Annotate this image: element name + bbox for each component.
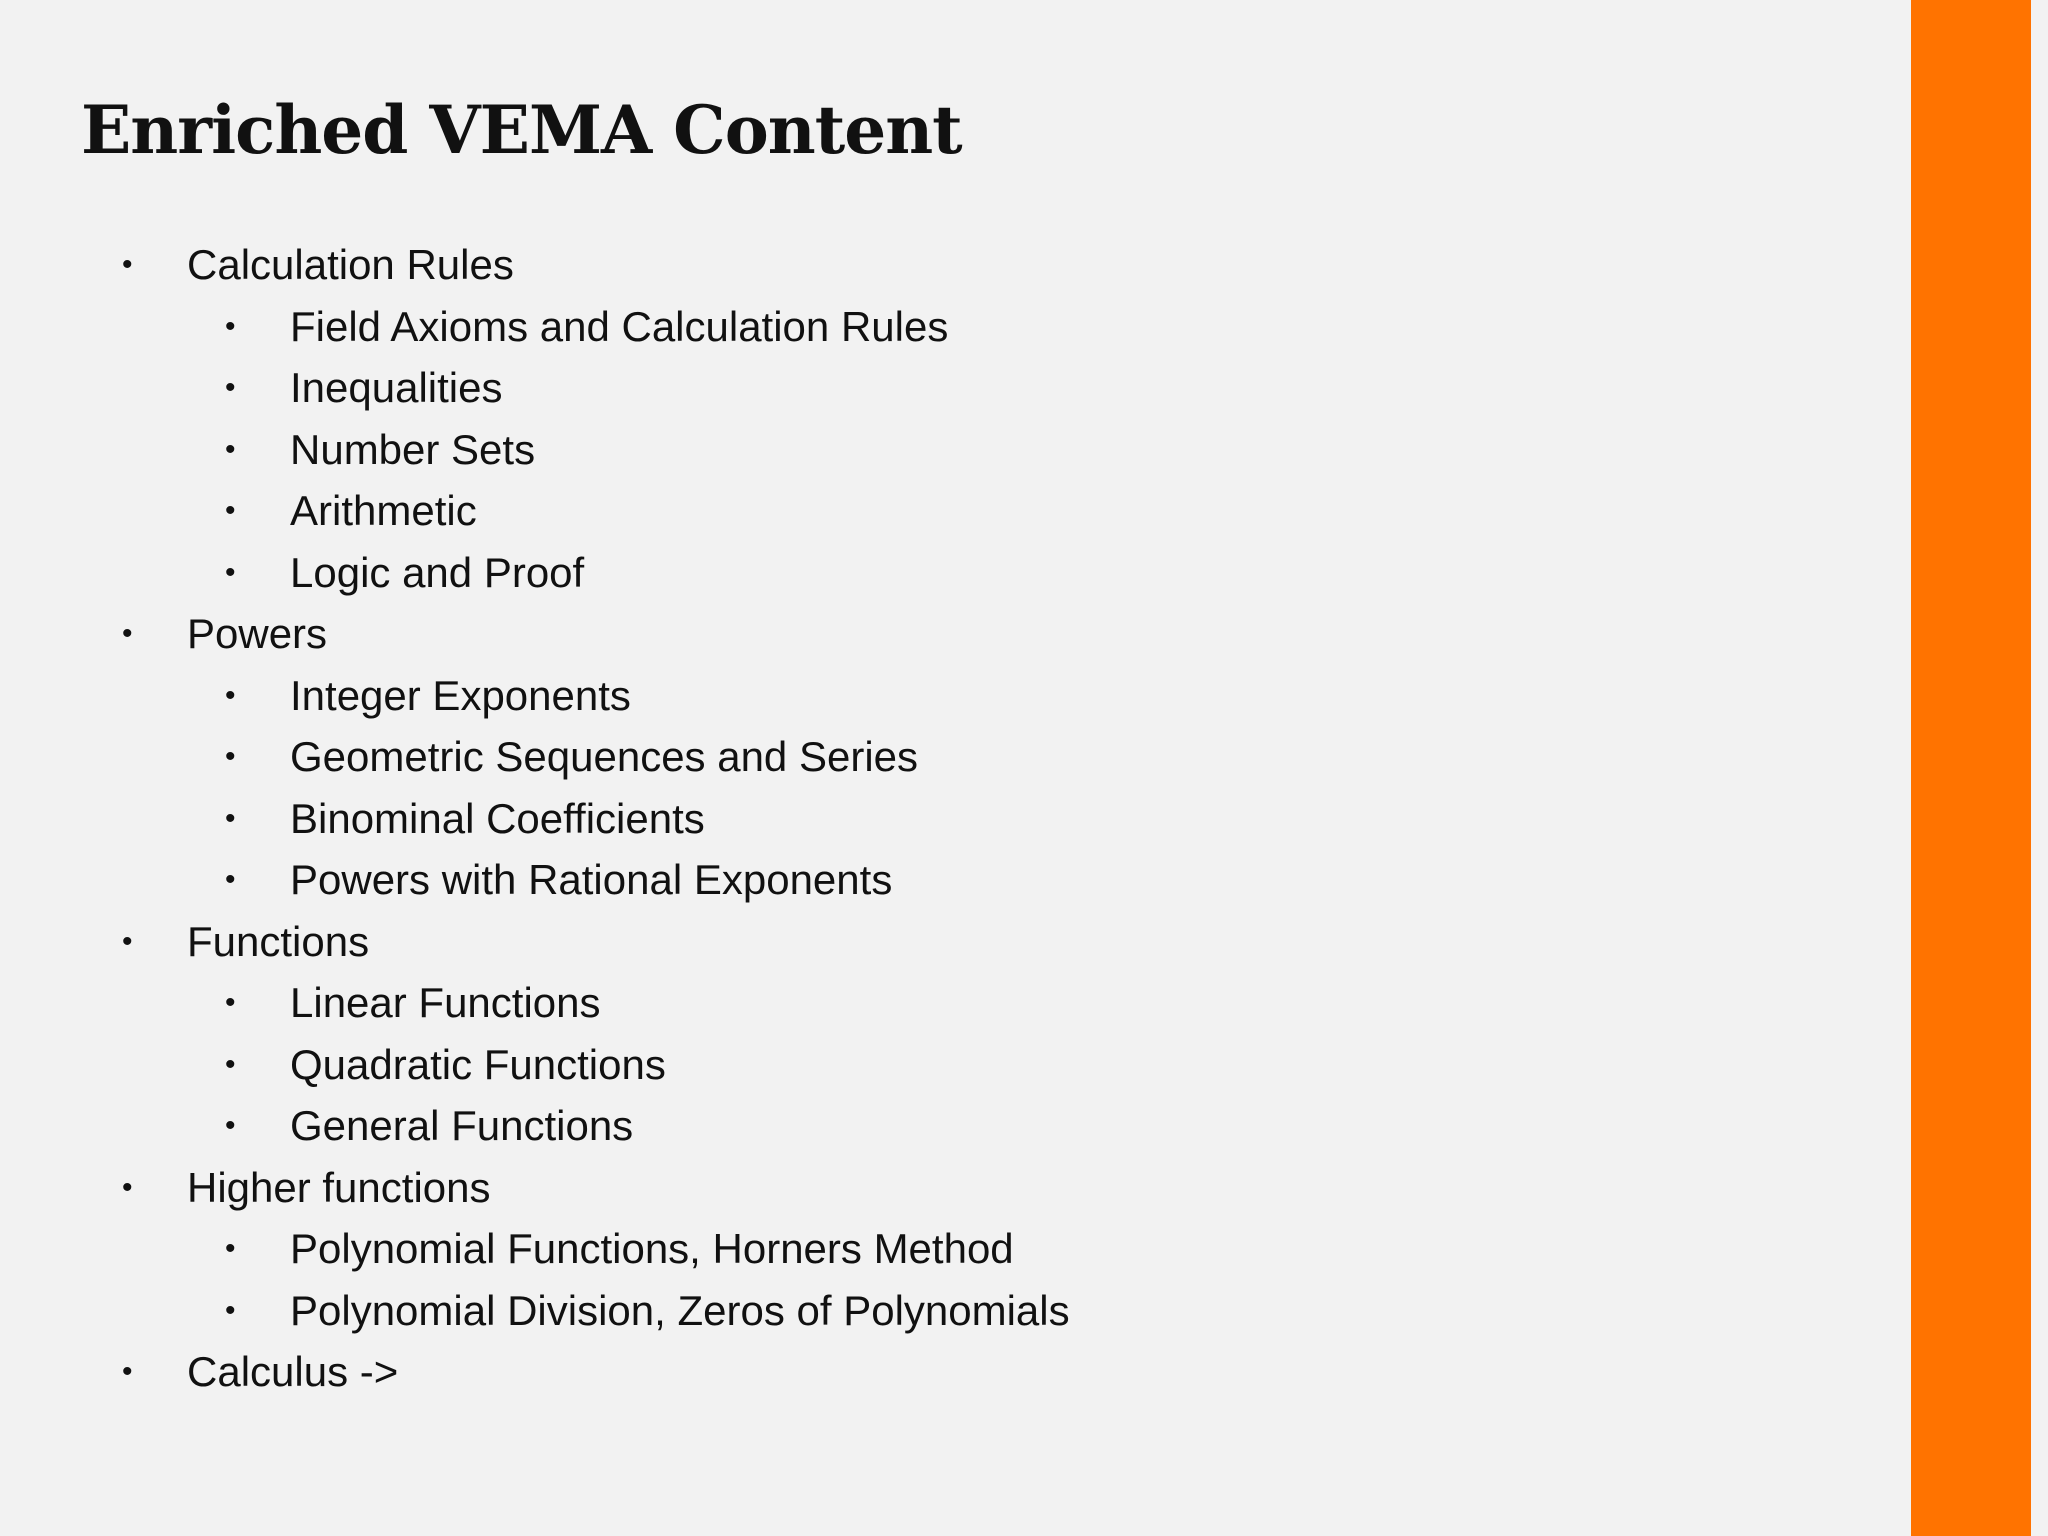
- bullet-dot-icon: •: [225, 1047, 236, 1081]
- sub-bullet-item: [0, 788, 1880, 850]
- bullet-dot-icon: •: [122, 924, 133, 958]
- bullet-dot-icon: •: [225, 863, 236, 896]
- bullet-item: [0, 911, 1880, 973]
- bullet-text: Field Axioms and Calculation Rules: [290, 302, 949, 350]
- bullet-text: Calculus ->: [187, 1348, 399, 1395]
- bullet-dot-icon: •: [225, 309, 236, 343]
- bullet-dot-icon: •: [225, 678, 236, 712]
- bullet-text: Quadratic Functions: [290, 1040, 666, 1088]
- bullet-item: [0, 234, 1880, 296]
- bullet-text: Geometric Sequences and Series: [290, 733, 919, 780]
- slide-title: Enriched VEMA Content: [81, 91, 962, 169]
- sub-bullet-item: [0, 1034, 1880, 1096]
- bullet-text: Logic and Proof: [290, 548, 585, 596]
- bullet-text: General Functions: [290, 1102, 634, 1149]
- bullet-dot-icon: •: [225, 1293, 236, 1327]
- bullet-text: Binominal Coefficients: [290, 794, 705, 842]
- sub-bullet-item: [0, 419, 1880, 481]
- bullet-dot-icon: •: [225, 371, 236, 404]
- bullet-dot-icon: •: [225, 740, 236, 773]
- bullet-item: [0, 603, 1880, 665]
- sub-bullet-item: [0, 1095, 1880, 1157]
- sub-bullet-item: [0, 726, 1880, 788]
- bullet-text: Arithmetic: [290, 487, 477, 534]
- bullet-item: [0, 1341, 1880, 1403]
- bullet-dot-icon: •: [225, 555, 236, 589]
- bullet-text: Inequalities: [290, 364, 503, 411]
- bullet-text: Powers with Rational Exponents: [290, 856, 893, 903]
- right-edge-strip: [2031, 0, 2048, 1536]
- bullet-list: [0, 234, 1880, 1403]
- bullet-dot-icon: •: [225, 986, 236, 1019]
- sub-bullet-item: [0, 296, 1880, 358]
- bullet-item: [0, 1157, 1880, 1219]
- orange-accent-bar: [1911, 0, 2031, 1536]
- bullet-text: Polynomial Division, Zeros of Polynomials: [290, 1286, 1070, 1334]
- sub-bullet-item: [0, 1280, 1880, 1342]
- bullet-dot-icon: •: [225, 1232, 236, 1265]
- bullet-dot-icon: •: [122, 248, 133, 281]
- bullet-text: Higher functions: [187, 1163, 491, 1211]
- sub-bullet-item: [0, 849, 1880, 911]
- sub-bullet-item: [0, 480, 1880, 542]
- bullet-text: Functions: [187, 917, 370, 965]
- bullet-dot-icon: •: [225, 801, 236, 835]
- bullet-text: Polynomial Functions, Horners Method: [290, 1225, 1014, 1272]
- sub-bullet-item: [0, 357, 1880, 419]
- bullet-text: Calculation Rules: [187, 241, 514, 288]
- sub-bullet-item: [0, 665, 1880, 727]
- bullet-dot-icon: •: [122, 1355, 133, 1388]
- bullet-text: Number Sets: [290, 425, 536, 473]
- bullet-dot-icon: •: [225, 494, 236, 527]
- bullet-text: Linear Functions: [290, 979, 601, 1026]
- bullet-text: Integer Exponents: [290, 671, 631, 719]
- bullet-dot-icon: •: [122, 617, 133, 650]
- bullet-dot-icon: •: [225, 432, 236, 466]
- sub-bullet-item: [0, 1218, 1880, 1280]
- sub-bullet-item: [0, 542, 1880, 604]
- sub-bullet-item: [0, 972, 1880, 1034]
- bullet-dot-icon: •: [225, 1109, 236, 1142]
- bullet-dot-icon: •: [122, 1170, 133, 1204]
- bullet-text: Powers: [187, 610, 328, 657]
